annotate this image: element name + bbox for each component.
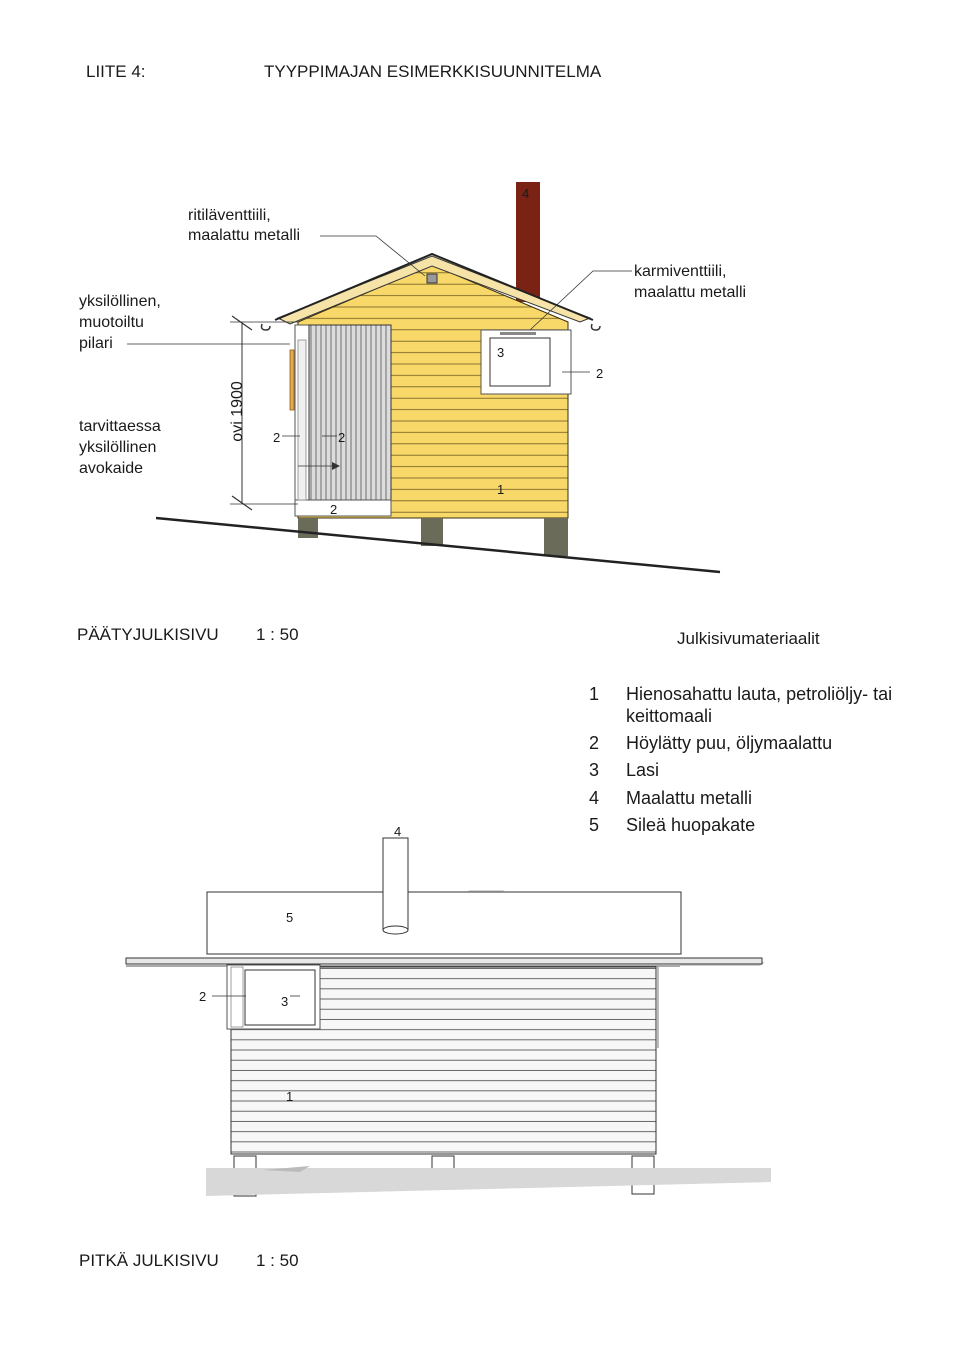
long-elevation-scale: 1 : 50 (256, 1251, 299, 1270)
label-railing-2: yksilöllinen (79, 439, 157, 456)
label-grille-vent-1: ritiläventtiili, (188, 207, 271, 224)
legend-item-number: 5 (589, 815, 600, 835)
tag-door-frame-left: 2 (273, 430, 281, 445)
legend-item-text: Lasi (626, 760, 660, 780)
legend-item-number: 2 (589, 733, 600, 753)
legend-item-number: 4 (589, 788, 600, 808)
long-elevation-caption: PITKÄ JULKISIVU (79, 1251, 219, 1270)
tag-door-frame-right: 2 (338, 430, 346, 445)
legend-item (589, 788, 949, 812)
label-pillar-2: muotoiltu (79, 314, 144, 331)
label-grille-vent-2: maalattu metalli (188, 227, 301, 244)
end-elevation-caption: PÄÄTYJULKISIVU (77, 625, 219, 644)
page-title: TYYPPIMAJAN ESIMERKKISUUNNITELMA (264, 62, 602, 81)
tag-long-roof: 5 (286, 910, 294, 925)
tag-cladding: 1 (497, 482, 505, 497)
legend-title: Julkisivumateriaalit (677, 629, 820, 648)
tag-chimney: 4 (522, 186, 530, 201)
legend-item-text: Maalattu metalli (626, 788, 753, 808)
label-pillar-3: pilari (79, 335, 113, 352)
legend-item (589, 760, 949, 784)
legend-item-number: 3 (589, 760, 600, 780)
tag-long-chimney: 4 (394, 824, 402, 839)
legend-item-text: Hienosahattu lauta, petroliöljy- tai keittomaali (626, 684, 893, 726)
label-railing-1: tarvittaessa (79, 418, 161, 435)
legend-item (589, 815, 949, 839)
legend-item (589, 684, 949, 732)
label-frame-vent-2: maalattu metalli (634, 284, 747, 301)
legend-item-text: Höylätty puu, öljymaalattu (626, 733, 833, 753)
tag-door-step: 2 (330, 502, 338, 517)
label-frame-vent-1: karmiventtiili, (634, 263, 727, 280)
legend-item-number: 1 (589, 684, 600, 704)
label-railing-3: avokaide (79, 460, 144, 477)
tag-window: 3 (497, 345, 505, 360)
end-elevation-scale: 1 : 50 (256, 625, 299, 644)
tag-long-window: 3 (281, 994, 289, 1009)
tag-long-cladding: 1 (286, 1089, 294, 1104)
tag-window-frame: 2 (596, 366, 604, 381)
appendix-label: LIITE 4: (86, 62, 146, 81)
tag-long-window-frame: 2 (199, 989, 207, 1004)
legend-item (589, 733, 949, 757)
label-door-height: ovi 1900 (228, 381, 246, 442)
legend-item-text: Sileä huopakate (626, 815, 756, 835)
label-pillar-1: yksilöllinen, (79, 293, 161, 310)
